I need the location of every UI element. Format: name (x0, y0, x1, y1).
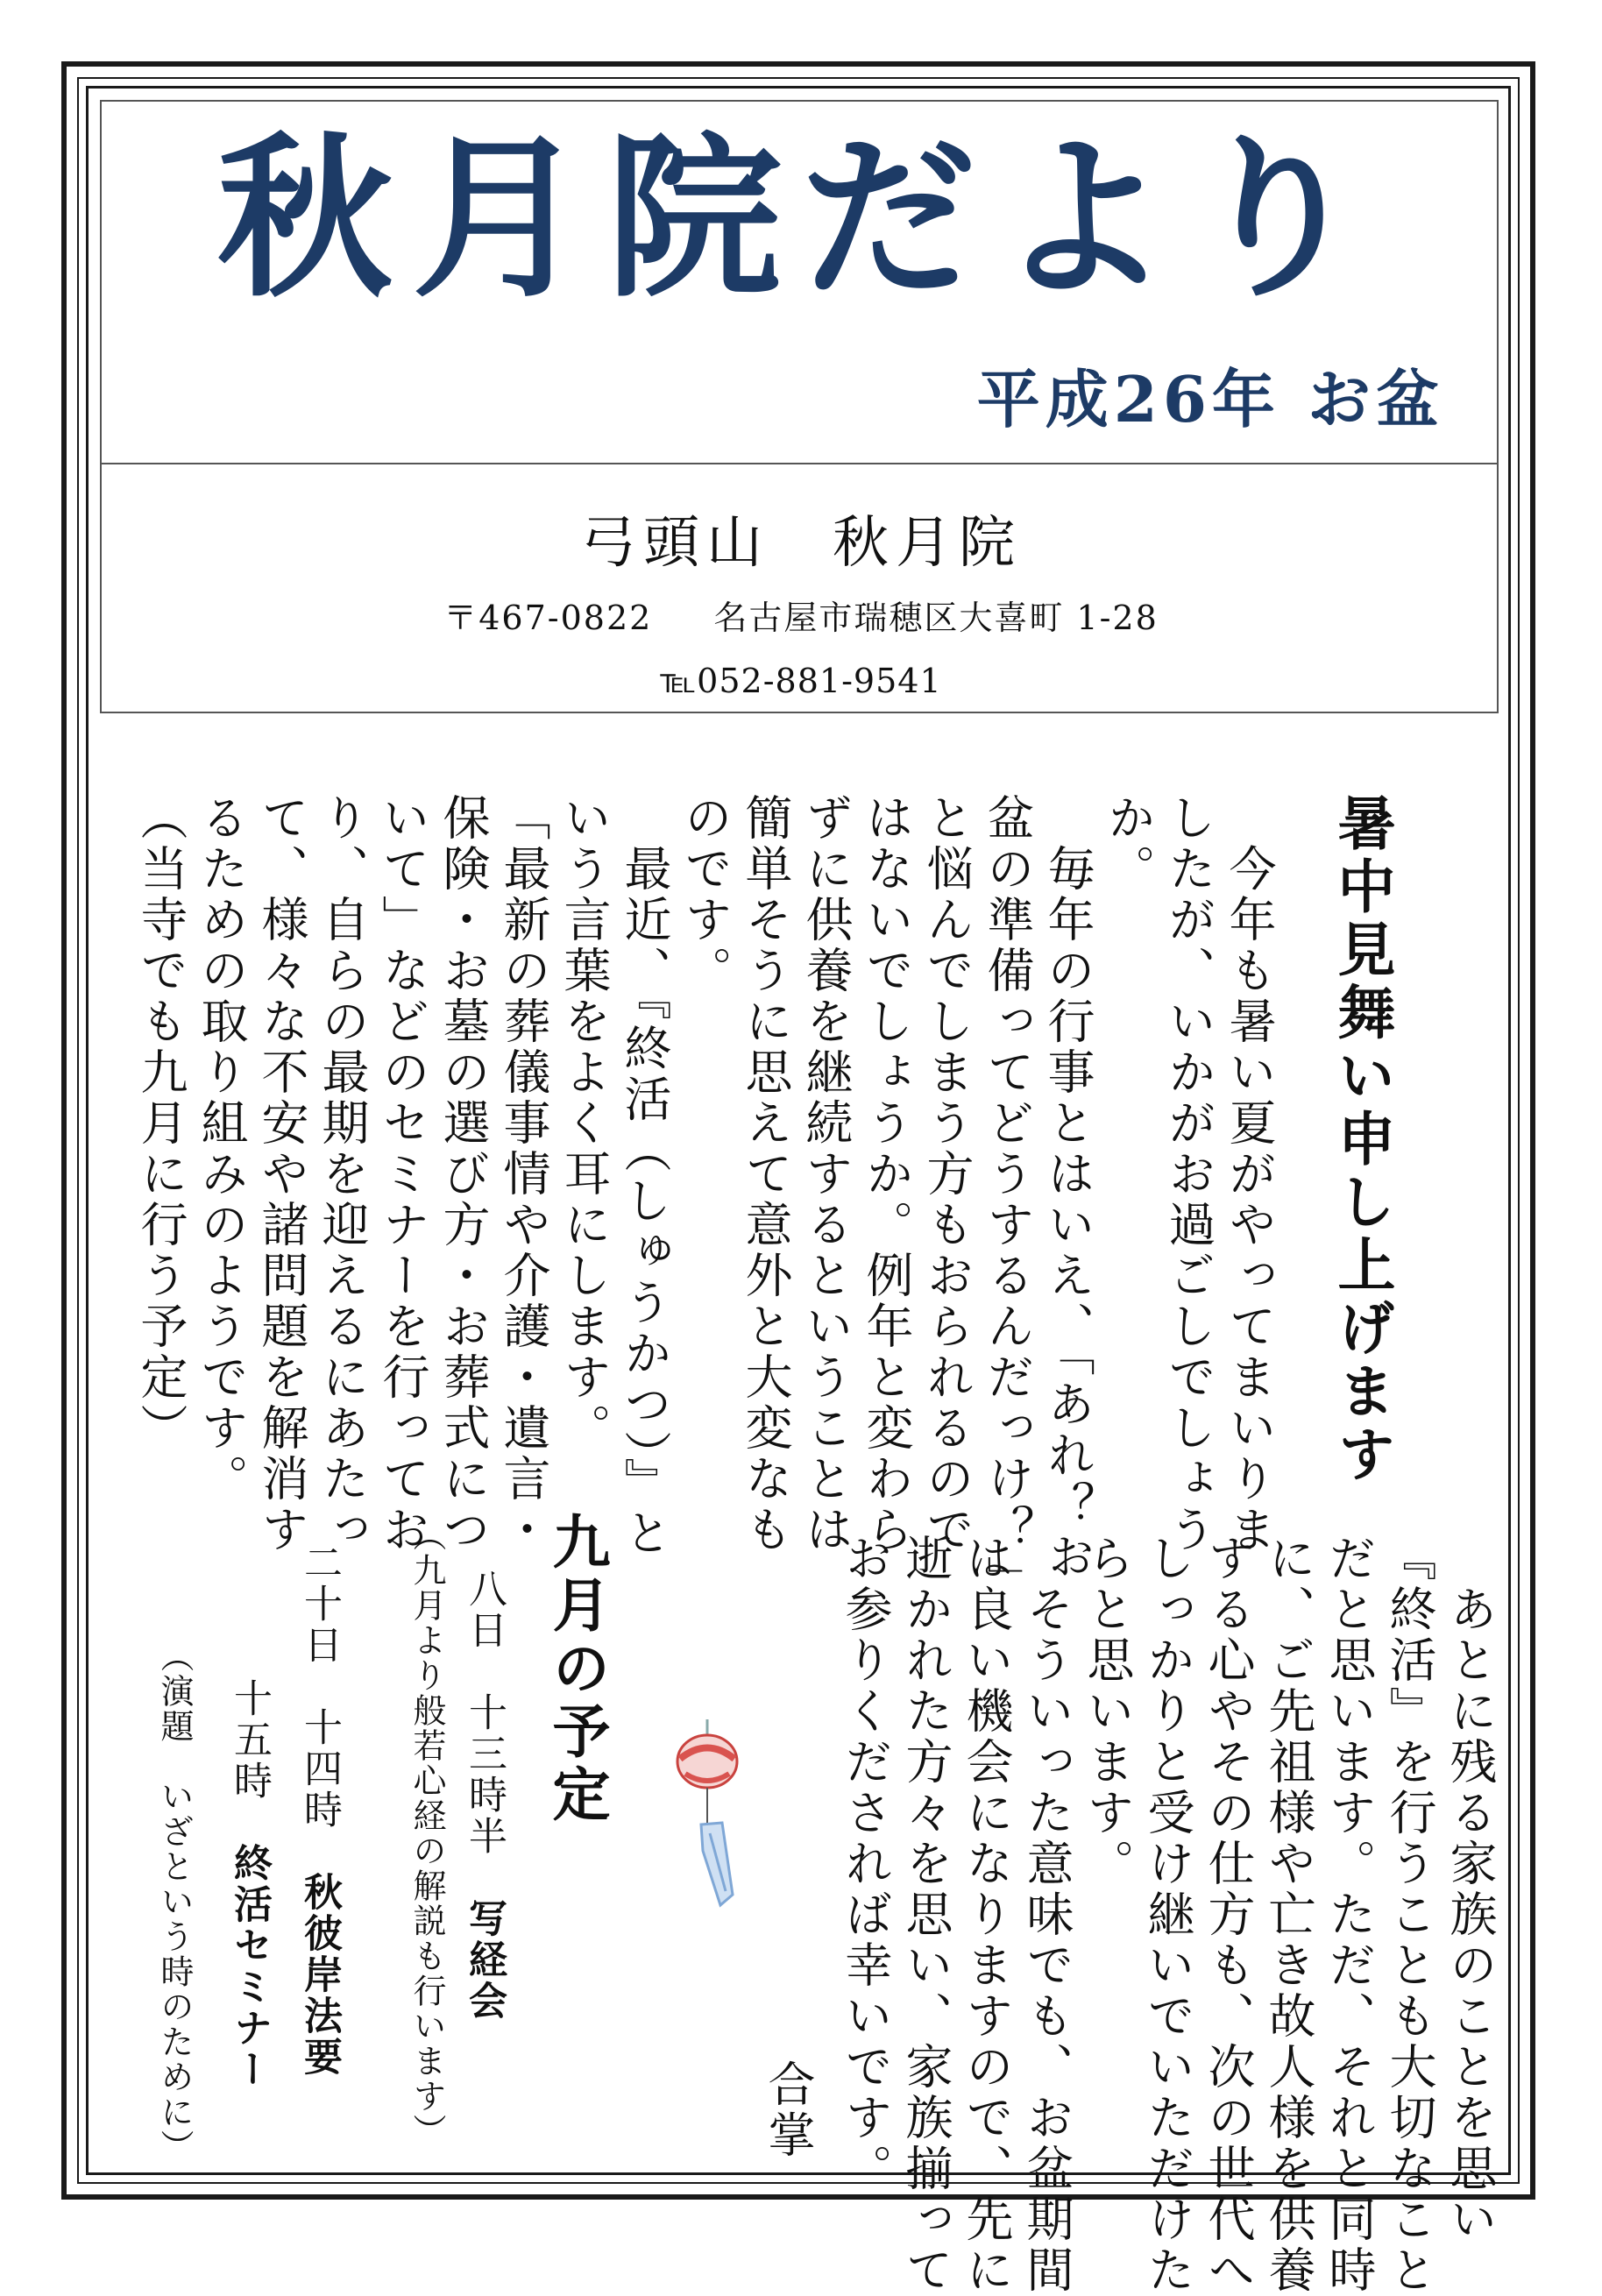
article-column: ずに供養を継続するということは (798, 793, 854, 1555)
wind-chime-icon (668, 1719, 747, 1930)
article-column: 今年も暑い夏がやってまいりま (1222, 793, 1277, 1555)
article-column: るための取り組みのようです。 (194, 793, 249, 1505)
schedule-heading: 九月の予定 (542, 1512, 610, 1827)
article-column: り、自らの最期を迎えるにあたっ (315, 793, 370, 1555)
article-column: いう言葉をよく耳にします。 (556, 793, 612, 1454)
schedule-day2-note: （演題 いざという時のために） (155, 1639, 194, 2165)
article-column: 簡単そうに思えて意外と大変なも (738, 793, 793, 1555)
temple-name: 弓頭山 秋月院 (580, 511, 1022, 576)
article-column: と悩んでしまう方もおられるので (919, 793, 975, 1555)
article-column: しっかりと受け継いでいただけた (1140, 1534, 1195, 2296)
article-column: て、様々な不安や諸問題を解消す (254, 793, 309, 1555)
article-heading: 暑中見舞い申し上げます (1328, 793, 1395, 1487)
article-column: は良い機会になりますので、先に (959, 1534, 1014, 2296)
day2-event2: 終活セミナー (227, 1843, 272, 2090)
postal-code: 〒467-0822 (443, 599, 653, 637)
article-column: のです。 (677, 793, 733, 996)
day2-time1: 二十日 十四時 (297, 1542, 342, 1872)
header-divider (100, 463, 1499, 464)
article-column: 最近、『終活（しゅうかつ）』と (617, 793, 672, 1559)
schedule-day2-seminar (227, 1678, 272, 2090)
day2-event1: 秋彼岸法要 (297, 1872, 342, 2078)
article-column: だと思います。ただ、それと同時 (1322, 1534, 1377, 2296)
article-column: お参りくだされば幸いです。 (838, 1534, 893, 2194)
article-column: はないでしょうか。例年と変わら (859, 793, 914, 1555)
day1-event: 写経会 (462, 1898, 507, 2022)
article-column: 逝かれた方々を思い、家族揃って (898, 1534, 953, 2296)
article-column: らと思います。 (1080, 1534, 1135, 1889)
article-column: あとに残る家族のことを思い (1443, 1534, 1498, 2245)
article-column: いて」などのセミナーを行ってお (375, 793, 430, 1555)
address-line (0, 599, 1602, 637)
day2-time2: 十五時 (227, 1678, 272, 1843)
schedule-day1-note: （九月より般若心経の解説も行います） (408, 1518, 446, 2149)
article-column: 「最新の葬儀事情や介護・遺言・ (496, 793, 551, 1555)
article-column: そういった意味でも、お盆期間 (1019, 1534, 1074, 2296)
telephone: ℡052-881-9541 (660, 662, 942, 700)
article-column: に、ご先祖様や亡き故人様を供養 (1261, 1534, 1316, 2296)
article-column: （当寺でも九月に行う予定） (133, 793, 188, 1454)
article-column: 毎年の行事とはいえ、「あれ？お (1040, 793, 1095, 1583)
schedule-day2 (297, 1542, 342, 2078)
day1-time: 八日 十三時半 (462, 1569, 507, 1898)
issue-label: 平成26年 お盆 (976, 362, 1444, 436)
article-column: 盆の準備ってどうするんだっけ？」 (980, 793, 1035, 1606)
article-column: したが、いかがお過ごしでしょう (1161, 793, 1216, 1555)
article-column: 保険・お墓の選び方・お葬式につ (436, 793, 491, 1555)
article-column: か。 (1101, 793, 1156, 895)
article-column: 『終活』を行うことも大切なこと (1382, 1534, 1437, 2296)
article-column: する心やその仕方も、次の世代へ (1201, 1534, 1256, 2296)
closing-gassho: 合掌 (761, 2059, 816, 2161)
schedule-day1 (462, 1569, 507, 2022)
masthead-title: 秋月院だより (216, 116, 1385, 322)
street-address: 名古屋市瑞穂区大喜町 1-28 (713, 599, 1159, 637)
